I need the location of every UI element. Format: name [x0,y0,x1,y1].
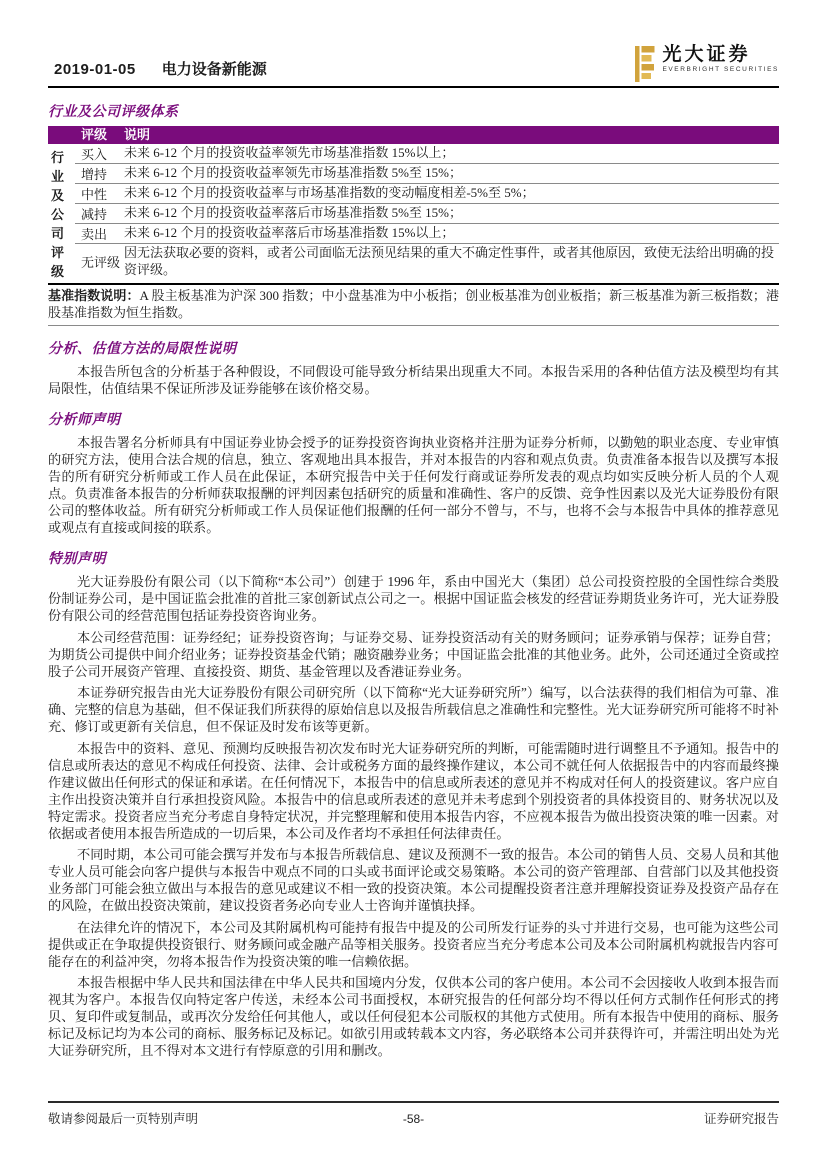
rating-system-heading: 行业及公司评级体系 [48,105,179,120]
side-label-char: 公 [51,207,65,222]
analyst-statement-paragraph: 本报告署名分析师具有中国证券业协会授予的证券投资咨询执业资格并注册为证券分析师，以勤勉的职业态度、专业审慎的研究方法，使用合法合规的信息，独立、客观地出具本报告，并对本报告的内容和观点负责。负责准备本报告以及撰写本报告的所有研究分析师或工作人员在此保证，本研究报告中关于任何发行商或证券所发表的观点均如实反映分析人员的个人观点。负责准备本报告的分析师获取报酬的评判因素包括研究的质量和准确性、客户的反馈、竞争性因素以及光大证券股份有限公司的整体收益。所有研究分析师或工作人员保证他们报酬的任何一部分不曾与，不与，也将不会与本报告中具体的推荐意见或观点有直接或间接的联系。 [48,435,779,535]
limitations-heading: 分析、估值方法的局限性说明 [48,342,237,357]
rating-cell: 中性 [81,187,108,202]
rating-table-header-spacer [48,126,75,144]
table-row [75,164,779,184]
brand-text [662,44,779,73]
special-statement-paragraph-2: 本公司经营范围：证券经纪；证券投资咨询；与证券交易、证券投资活动有关的财务顾问；证券承销与保荐；证券自营；为期货公司提供中间介绍业务；证券投资基金代销；融资融券业务；中国证监会批准的其他业务。此外，公司还通过全资或控股子公司开展资产管理、直接投资、期货、基金管理以及香港证券业务。 [48,629,779,679]
rating-cell: 减持 [81,207,108,222]
rating-cell: 买入 [81,147,108,162]
special-statement-paragraph-6: 在法律允许的情况下，本公司及其附属机构可能持有报告中提及的公司所发行证券的头寸并进行交易，也可能为这些公司提供或正在争取提供投资银行、财务顾问或金融产品等相关服务。投资者应当充分考虑本公司及本公司附属机构就报告内容可能存在的利益冲突，勿将本报告作为投资决策的唯一信赖依据。 [48,919,779,969]
footer-report-type: 证券研究报告 [703,1112,779,1126]
rating-column-header: 评级 [81,127,108,142]
benchmark-note [48,283,779,326]
special-statement-paragraph-1: 光大证券股份有限公司（以下简称“本公司”）创建于 1996 年，系由中国光大（集团）总公司投资控股的全国性综合类股份制证券公司，是中国证监会批准的首批三家创新试点公司之一。根据中国证监会核发的经营证券期货业务许可，光大证券股份有限公司的经营范围包括证券投资咨询业务。 [48,574,779,623]
description-cell: 未来 6-12 个月的投资收益率落后市场基准指数 5%至 15%； [124,205,462,221]
analyst-statement-heading: 分析师声明 [48,413,121,428]
page-footer [48,1101,779,1127]
rating-cell: 增持 [81,167,108,182]
rating-rows [75,144,779,283]
side-label-char: 司 [51,226,65,241]
brand-logo [635,44,779,82]
rating-cell: 无评级 [81,255,121,270]
table-row [75,244,779,279]
special-statement-paragraph-4: 本报告中的资料、意见、预测均反映报告初次发布时光大证券研究所的判断，可能需随时进行调整且不予通知。报告中的信息或所表达的意见不构成任何投资、法律、会计或税务方面的最终操作建议，本公司不就任何人依据报告中的内容而最终操作建议做出任何形式的保证和承诺。在任何情况下，本报告中的信息或所表述的意见并不构成对任何人的投资建议。客户应自主作出投资决策并自行承担投资风险。本报告中的信息或所表述的意见并未考虑到个别投资者的具体投资目的、财务状况以及特定需求。投资者应当充分考虑自身特定状况，并完整理解和使用本报告内容，不应视本报告为做出投资决策的唯一因素。对依据或者使用本报告所造成的一切后果，本公司及作者均不承担任何法律责任。 [48,740,779,841]
side-label-char: 评 [51,245,65,260]
rating-table-header [48,126,779,144]
table-row [75,144,779,164]
description-cell: 未来 6-12 个月的投资收益率与市场基准指数的变动幅度相差-5%至 5%； [124,185,535,201]
benchmark-note-text: A 股主板基准为沪深 300 指数；中小盘基准为中小板指；创业板基准为创业板指；新三板基准为新三板指数；港股基准指数为恒生指数。 [48,288,779,320]
page-header [48,0,779,88]
special-statement-paragraph-3: 本证券研究报告由光大证券股份有限公司研究所（以下简称“光大证券研究所”）编写，以合法获得的我们相信为可靠、准确、完整的信息为基础，但不保证我们所获得的原始信息以及报告所载信息之准确性和完整性。光大证券研究所可能将不时补充、修订或更新有关信息，但不保证及时发布该等更新。 [48,685,779,734]
page-number: -58- [402,1112,425,1126]
table-row [75,184,779,204]
header-left [54,58,267,79]
description-column-header: 说明 [124,127,151,142]
side-label-char: 业 [51,169,65,184]
footer-disclaimer: 敬请参阅最后一页特别声明 [48,1112,199,1126]
report-category: 电力设备新能源 [161,61,267,78]
special-statement-heading: 特别声明 [48,552,106,567]
brand-name-en: EVERBRIGHT SECURITIES [662,66,779,73]
rating-cell: 卖出 [81,227,108,242]
description-cell: 未来 6-12 个月的投资收益率领先市场基准指数 5%至 15%； [124,165,462,181]
description-cell: 未来 6-12 个月的投资收益率落后市场基准指数 15%以上； [124,225,455,241]
page-content [48,0,779,1064]
side-label-char: 级 [51,264,65,279]
table-row [75,204,779,224]
limitations-paragraph: 本报告所包含的分析基于各种假设，不同假设可能导致分析结果出现重大不同。本报告采用的各种估值方法及模型均有其局限性，估值结果不保证所涉及证券能够在该价格交易。 [48,364,779,396]
description-cell: 因无法获取必要的资料，或者公司面临无法预见结果的重大不确定性事件，或者其他原因，致使无法给出明确的投资评级。 [124,245,775,277]
side-label-char: 行 [51,150,65,165]
description-cell: 未来 6-12 个月的投资收益率领先市场基准指数 15%以上； [124,145,455,161]
rating-table-side-label [48,144,75,283]
special-statement-paragraph-5: 不同时期，本公司可能会撰写并发布与本报告所载信息、建议及预测不一致的报告。本公司的销售人员、交易人员和其他专业人员可能会向客户提供与本报告中观点不同的口头或书面评论或交易策略。本公司的资产管理部、自营部门以及其他投资业务部门可能会独立做出与本报告的意见或建议不相一致的投资决策。本公司提醒投资者注意并理解投资证券及投资产品存在的风险，在做出投资决策前，建议投资者务必向专业人士咨询并谨慎抉择。 [48,847,779,913]
rating-table-body [48,144,779,283]
table-row [75,224,779,244]
side-label-char: 及 [51,188,65,203]
everbright-logo-icon [635,46,655,82]
rating-table [48,126,779,326]
brand-name-cn: 光大证券 [662,44,751,65]
benchmark-note-label: 基准指数说明： [48,288,140,303]
special-statement-paragraph-7: 本报告根据中华人民共和国法律在中华人民共和国境内分发，仅供本公司的客户使用。本公司不会因接收人收到本报告而视其为客户。本报告仅向特定客户传送，未经本公司书面授权，本研究报告的任何部分均不得以任何方式制作任何形式的拷贝、复印件或复制品，或再次分发给任何其他人，或以任何侵犯本公司版权的其他方式使用。所有本报告中使用的商标、服务标记及标记均为本公司的商标、服务标记及标记。如欲引用或转载本文内容，务必联络本公司并获得许可，并需注明出处为光大证券研究所，且不得对本文进行有悖原意的引用和删改。 [48,975,779,1058]
report-date: 2019-01-05 [54,61,136,78]
